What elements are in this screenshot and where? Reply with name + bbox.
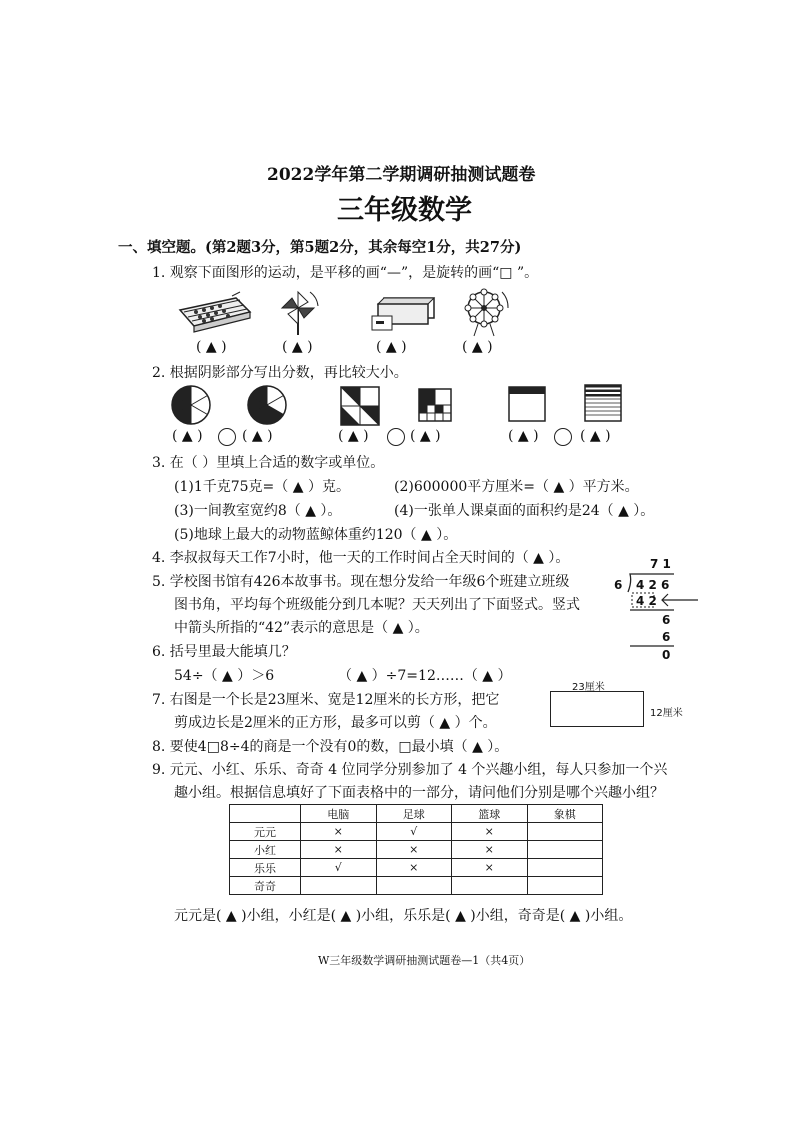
q2-blank-1[interactable]: ( ▲ ) <box>172 428 203 444</box>
q3-item-3: (3)一间教室宽约8（ ▲ ）。 <box>174 503 342 519</box>
table-cell: × <box>452 841 528 859</box>
ferris-wheel-icon <box>460 286 512 338</box>
question-7-line2: 剪成边长是2厘米的正方形，最多可以剪（ ▲ ）个。 <box>174 715 497 731</box>
table-cell: × <box>301 823 377 841</box>
division-step1: 4 2 <box>636 594 657 608</box>
q2-blank-3[interactable]: ( ▲ ) <box>338 428 369 444</box>
pie-fraction-1 <box>170 384 214 428</box>
question-5-line3: 中箭头所指的“42”表示的意思是（ ▲ ）。 <box>174 620 429 636</box>
q2-blank-6[interactable]: ( ▲ ) <box>580 428 611 444</box>
division-step2: 6 <box>662 630 671 644</box>
q6-expression-2: （ ▲ ）÷7=12……（ ▲ ） <box>338 668 512 684</box>
interest-group-table <box>229 804 603 895</box>
question-3-text: 3. 在（ ）里填上合适的数字或单位。 <box>152 455 385 471</box>
compare-circle-3[interactable] <box>554 428 572 446</box>
table-cell[interactable] <box>527 859 603 877</box>
square-fraction-1 <box>340 386 382 426</box>
table-cell: × <box>376 859 452 877</box>
question-7-line1: 7. 右图是一个长是23厘米、宽是12厘米的长方形，把它 <box>152 692 500 708</box>
table-cell: 奇奇 <box>230 877 301 895</box>
division-remainder1: 6 <box>662 613 671 627</box>
question-6-text: 6. 括号里最大能填几？ <box>152 644 296 660</box>
section-heading: 一、填空题。(第2题3分，第5题2分，其余每空1分，共27分) <box>118 239 522 256</box>
question-9-line2: 趣小组。根据信息填好了下面表格中的一部分，请问他们分别是哪个兴趣小组？ <box>174 785 664 801</box>
question-9-line1: 9. 元元、小红、乐乐、奇奇 4 位同学分别参加了 4 个兴趣小组，每人只参加一个兴 <box>152 762 668 778</box>
table-cell[interactable] <box>376 877 452 895</box>
abacus-icon <box>174 290 254 334</box>
exam-title: 2022学年第二学期调研抽测试题卷 <box>267 165 536 185</box>
drawer-icon <box>368 292 438 334</box>
table-cell: 乐乐 <box>230 859 301 877</box>
table-row <box>230 859 603 877</box>
rect-fraction-1 <box>508 386 548 424</box>
question-4-text: 4. 李叔叔每天工作7小时，他一天的工作时间占全天时间的（ ▲ ）。 <box>152 550 570 566</box>
table-header-cell <box>230 805 301 823</box>
table-cell: 小红 <box>230 841 301 859</box>
table-cell[interactable] <box>452 877 528 895</box>
table-cell: × <box>301 841 377 859</box>
q3-item-5: (5)地球上最大的动物蓝鲸体重约120（ ▲ ）。 <box>174 527 458 543</box>
q1-answer-3[interactable]: ( ▲ ) <box>376 339 407 355</box>
table-cell[interactable] <box>527 823 603 841</box>
q2-blank-4[interactable]: ( ▲ ) <box>410 428 441 444</box>
rectangle-width-label: 12厘米 <box>650 708 683 719</box>
division-final: 0 <box>662 648 671 662</box>
table-header-cell: 篮球 <box>452 805 528 823</box>
q1-answer-4[interactable]: ( ▲ ) <box>462 339 493 355</box>
division-divisor: 6 <box>614 578 623 592</box>
table-cell[interactable] <box>301 877 377 895</box>
compare-circle-2[interactable] <box>387 428 405 446</box>
question-5-line1: 5. 学校图书馆有426本故事书。现在想分发给一年级6个班建立班级 <box>152 574 570 590</box>
table-header-cell: 足球 <box>376 805 452 823</box>
rectangle-diagram <box>550 691 644 727</box>
table-row <box>230 877 603 895</box>
question-1-text: 1. 观察下面图形的运动，是平移的画“—”，是旋转的画“□ ”。 <box>152 265 539 281</box>
table-header-row <box>230 805 603 823</box>
table-cell: 元元 <box>230 823 301 841</box>
q6-expression-1: 54÷（ ▲ ）＞6 <box>174 668 275 684</box>
q1-answer-2[interactable]: ( ▲ ) <box>282 339 313 355</box>
table-cell: × <box>376 841 452 859</box>
question-2-text: 2. 根据阴影部分写出分数，再比较大小。 <box>152 365 408 381</box>
table-cell: √ <box>376 823 452 841</box>
compare-circle-1[interactable] <box>218 428 236 446</box>
table-cell: × <box>452 859 528 877</box>
subject-title: 三年级数学 <box>337 195 472 226</box>
square-fraction-2 <box>418 388 454 424</box>
q3-item-1: (1)1千克75克=（ ▲ ）克。 <box>174 479 350 495</box>
rectangle-length-label: 23厘米 <box>572 682 605 693</box>
question-8-text: 8. 要使4□8÷4的商是一个没有0的数，□最小填（ ▲ ）。 <box>152 739 509 755</box>
pie-fraction-2 <box>246 384 290 428</box>
q3-item-4: (4)一张单人课桌面的面积约是24（ ▲ ）。 <box>394 503 655 519</box>
q3-item-2: (2)600000平方厘米=（ ▲ ）平方米。 <box>394 479 639 495</box>
table-header-cell: 象棋 <box>527 805 603 823</box>
rect-fraction-2 <box>584 384 624 424</box>
q9-answer-line: 元元是( ▲ )小组，小红是( ▲ )小组，乐乐是( ▲ )小组，奇奇是( ▲ )小组。 <box>174 908 633 924</box>
table-row <box>230 841 603 859</box>
table-header-cell: 电脑 <box>301 805 377 823</box>
table-cell: √ <box>301 859 377 877</box>
page-footer: W三年级数学调研抽测试题卷—1（共4页） <box>318 954 531 967</box>
table-cell[interactable] <box>527 877 603 895</box>
table-cell: × <box>452 823 528 841</box>
table-row <box>230 823 603 841</box>
pinwheel-icon <box>278 288 322 336</box>
table-cell[interactable] <box>527 841 603 859</box>
division-dividend: 4 2 6 <box>636 578 670 592</box>
division-quotient: 7 1 <box>650 557 671 571</box>
q2-blank-5[interactable]: ( ▲ ) <box>508 428 539 444</box>
q2-blank-2[interactable]: ( ▲ ) <box>242 428 273 444</box>
question-5-line2: 图书角，平均每个班级能分到几本呢？天天列出了下面竖式。竖式 <box>174 597 580 613</box>
q1-answer-1[interactable]: ( ▲ ) <box>196 339 227 355</box>
